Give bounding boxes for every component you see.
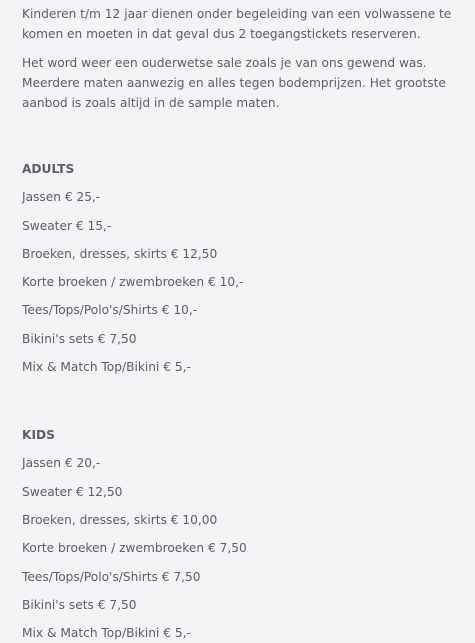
adults-price-item: Bikini's sets € 7,50 <box>22 331 137 346</box>
kids-price-list <box>22 453 463 643</box>
kids-price-item: Mix & Match Top/Bikini € 5,- <box>22 626 191 641</box>
kids-price-item: Tees/Tops/Polo's/Shirts € 7,50 <box>22 569 201 584</box>
intro-paragraph-children: Kinderen t/m 12 jaar dienen onder begeleiding van een volwassene te komen en moeten in dat geval dus 2 toegangstickets reserveren. <box>22 7 452 41</box>
intro-paragraph-sale: Het word weer een ouderwetse sale zoals je van ons gewend was. Meerdere maten aanwezig en alles tegen bodemprijzen. Het grootste aanbod is zoals altijd in de sample maten. <box>22 56 446 110</box>
adults-price-item: Jassen € 25,- <box>22 190 101 205</box>
adults-section <box>22 159 463 377</box>
adults-price-item: Sweater € 15,- <box>22 218 112 233</box>
kids-price-item: Korte broeken / zwembroeken € 7,50 <box>22 541 247 556</box>
kids-section-title: KIDS <box>22 428 55 443</box>
adults-price-item: Mix & Match Top/Bikini € 5,- <box>22 360 191 375</box>
kids-price-item: Bikini's sets € 7,50 <box>22 597 137 612</box>
kids-price-item: Jassen € 20,- <box>22 456 101 471</box>
kids-price-item: Sweater € 12,50 <box>22 484 123 499</box>
adults-price-item: Broeken, dresses, skirts € 12,50 <box>22 246 218 261</box>
kids-section <box>22 425 463 643</box>
kids-price-item: Broeken, dresses, skirts € 10,00 <box>22 512 218 527</box>
adults-price-item: Korte broeken / zwembroeken € 10,- <box>22 275 244 290</box>
adults-section-title: ADULTS <box>22 162 75 176</box>
adults-price-list <box>22 187 463 377</box>
adults-price-item: Tees/Tops/Polo's/Shirts € 10,- <box>22 303 198 318</box>
